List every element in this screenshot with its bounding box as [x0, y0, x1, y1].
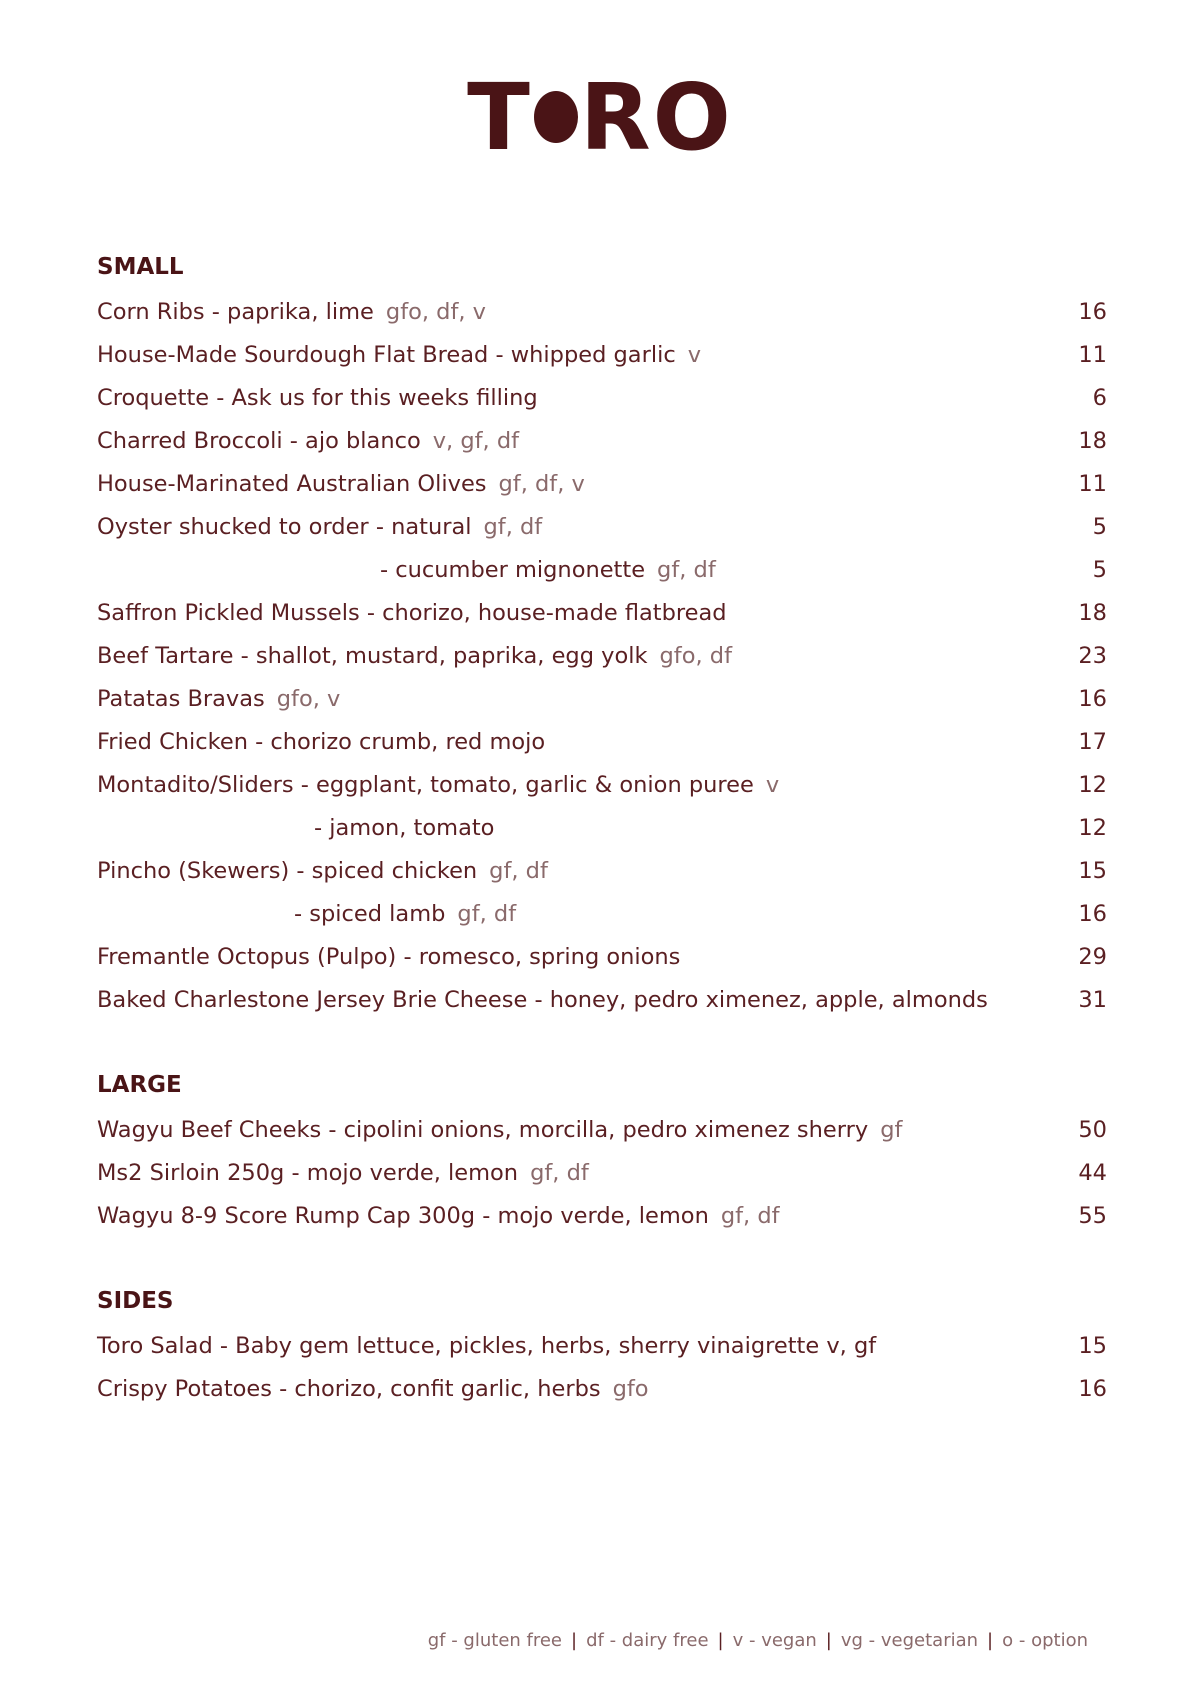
- section-title: SMALL: [97, 254, 184, 280]
- legend-separator: |: [987, 1630, 994, 1651]
- menu-item-description: Beef Tartare - shallot, mustard, paprika, egg yolk: [97, 643, 648, 669]
- menu-item-price: 55: [1078, 1203, 1107, 1229]
- menu-item-description: - cucumber mignonette: [380, 557, 646, 583]
- menu-item-description: Croquette - Ask us for this weeks filling: [97, 385, 538, 411]
- menu-item: [97, 549, 1107, 592]
- legend-entry: v - vegan: [732, 1630, 817, 1651]
- menu-item-price: 29: [1078, 944, 1107, 970]
- menu-item: [97, 807, 1107, 850]
- menu-item-dietary-tags: gfo: [612, 1376, 649, 1402]
- menu-item-description: Wagyu Beef Cheeks - cipolini onions, morcilla, pedro ximenez sherry: [97, 1117, 869, 1143]
- legend-entry: o - option: [1002, 1630, 1088, 1651]
- menu-item: [97, 1195, 1107, 1238]
- menu-item: [97, 1109, 1107, 1152]
- menu-item: [97, 506, 1107, 549]
- menu-item-price: 44: [1078, 1160, 1107, 1186]
- menu-item-price: 12: [1078, 772, 1107, 798]
- logo-text-left: T: [467, 64, 532, 171]
- legend-separator: |: [571, 1630, 578, 1651]
- menu-section-large: [97, 1066, 1107, 1238]
- menu-item-dietary-tags: v: [765, 772, 780, 798]
- menu-item-description: Toro Salad - Baby gem lettuce, pickles, herbs, sherry vinaigrette v, gf: [97, 1333, 877, 1359]
- menu-item: [97, 1368, 1107, 1411]
- logo-text-right: RO: [579, 64, 733, 171]
- menu-item: [97, 979, 1107, 1022]
- menu-item: [97, 721, 1107, 764]
- menu-item: [97, 764, 1107, 807]
- menu-item: [97, 936, 1107, 979]
- menu-item-description: House-Marinated Australian Olives: [97, 471, 487, 497]
- menu-item-price: 5: [1092, 557, 1107, 583]
- legend-separator: |: [717, 1630, 724, 1651]
- menu-item-price: 16: [1078, 901, 1107, 927]
- menu-item-dietary-tags: gf: [880, 1117, 903, 1143]
- menu-item: [97, 592, 1107, 635]
- menu-item-dietary-tags: v: [687, 342, 702, 368]
- menu-item: [97, 1325, 1107, 1368]
- menu-item: [97, 420, 1107, 463]
- menu-item: [97, 678, 1107, 721]
- menu-item: [97, 893, 1107, 936]
- menu-item-dietary-tags: gf, df, v: [498, 471, 585, 497]
- menu-item-description: - jamon, tomato: [314, 815, 495, 841]
- menu-item-price: 11: [1078, 471, 1107, 497]
- menu-item-dietary-tags: gf, df: [483, 514, 543, 540]
- section-title: SIDES: [97, 1288, 174, 1314]
- menu-item-dietary-tags: v, gf, df: [432, 428, 520, 454]
- menu-item-dietary-tags: gf, df: [457, 901, 517, 927]
- legend-separator: |: [825, 1630, 832, 1651]
- menu-item-dietary-tags: gfo, df: [659, 643, 732, 669]
- brand-logo: [0, 64, 1200, 171]
- menu-item-price: 17: [1078, 729, 1107, 755]
- menu-item: [97, 377, 1107, 420]
- menu-item-dietary-tags: gf, df: [489, 858, 548, 884]
- menu-item-description: Montadito/Sliders - eggplant, tomato, garlic & onion puree: [97, 772, 754, 798]
- menu-item-price: 12: [1078, 815, 1107, 841]
- legend-entry: vg - vegetarian: [840, 1630, 979, 1651]
- menu-item-dietary-tags: gfo, df, v: [385, 299, 487, 325]
- menu-item-price: 16: [1078, 686, 1107, 712]
- menu-item-price: 18: [1078, 428, 1107, 454]
- menu-item-description: Crispy Potatoes - chorizo, confit garlic, herbs: [97, 1376, 601, 1402]
- menu-item-dietary-tags: gf, df: [530, 1160, 589, 1186]
- menu-item-dietary-tags: gf, df: [657, 557, 716, 583]
- menu-item-description: Wagyu 8-9 Score Rump Cap 300g - mojo verde, lemon: [97, 1203, 709, 1229]
- legend-entry: gf - gluten free: [427, 1630, 563, 1651]
- menu-item-dietary-tags: gfo, v: [276, 686, 341, 712]
- legend-entry: df - dairy free: [586, 1630, 709, 1651]
- menu-item-price: 18: [1078, 600, 1107, 626]
- menu-item-description: Pincho (Skewers) - spiced chicken: [97, 858, 478, 884]
- menu-item-price: 16: [1078, 299, 1107, 325]
- menu-item-description: Patatas Bravas: [97, 686, 265, 712]
- section-title: LARGE: [97, 1072, 182, 1098]
- menu-item-description: Corn Ribs - paprika, lime: [97, 299, 374, 325]
- menu-item: [97, 334, 1107, 377]
- menu-item-price: 6: [1092, 385, 1107, 411]
- menu-item-description: Ms2 Sirloin 250g - mojo verde, lemon: [97, 1160, 519, 1186]
- menu-item: [97, 850, 1107, 893]
- menu-item-price: 16: [1078, 1376, 1107, 1402]
- menu-item-price: 15: [1078, 858, 1107, 884]
- menu-section-small: [97, 248, 1107, 1022]
- menu-item-description: Baked Charlestone Jersey Brie Cheese - honey, pedro ximenez, apple, almonds: [97, 987, 988, 1013]
- menu-item-description: - spiced lamb: [294, 901, 446, 927]
- dietary-legend: [428, 1630, 1088, 1651]
- menu-item-price: 50: [1078, 1117, 1107, 1143]
- menu-item-description: Fried Chicken - chorizo crumb, red mojo: [97, 729, 546, 755]
- menu-section-sides: [97, 1282, 1107, 1411]
- menu-item: [97, 635, 1107, 678]
- menu-item-description: Oyster shucked to order - natural: [97, 514, 472, 540]
- menu-item-price: 23: [1078, 643, 1107, 669]
- menu-list: [97, 248, 1107, 1455]
- menu-item-description: Fremantle Octopus (Pulpo) - romesco, spring onions: [97, 944, 681, 970]
- menu-item-price: 5: [1092, 514, 1107, 540]
- menu-item-description: Saffron Pickled Mussels - chorizo, house-made flatbread: [97, 600, 727, 626]
- menu-item-description: Charred Broccoli - ajo blanco: [97, 428, 421, 454]
- menu-item-dietary-tags: gf, df: [720, 1203, 780, 1229]
- menu-item: [97, 463, 1107, 506]
- menu-item: [97, 1152, 1107, 1195]
- menu-item-description: House-Made Sourdough Flat Bread - whipped garlic: [97, 342, 676, 368]
- logo-o-mark-icon: [534, 91, 578, 143]
- menu-item-price: 11: [1078, 342, 1107, 368]
- menu-item-price: 31: [1078, 987, 1107, 1013]
- menu-item: [97, 291, 1107, 334]
- menu-item-price: 15: [1078, 1333, 1107, 1359]
